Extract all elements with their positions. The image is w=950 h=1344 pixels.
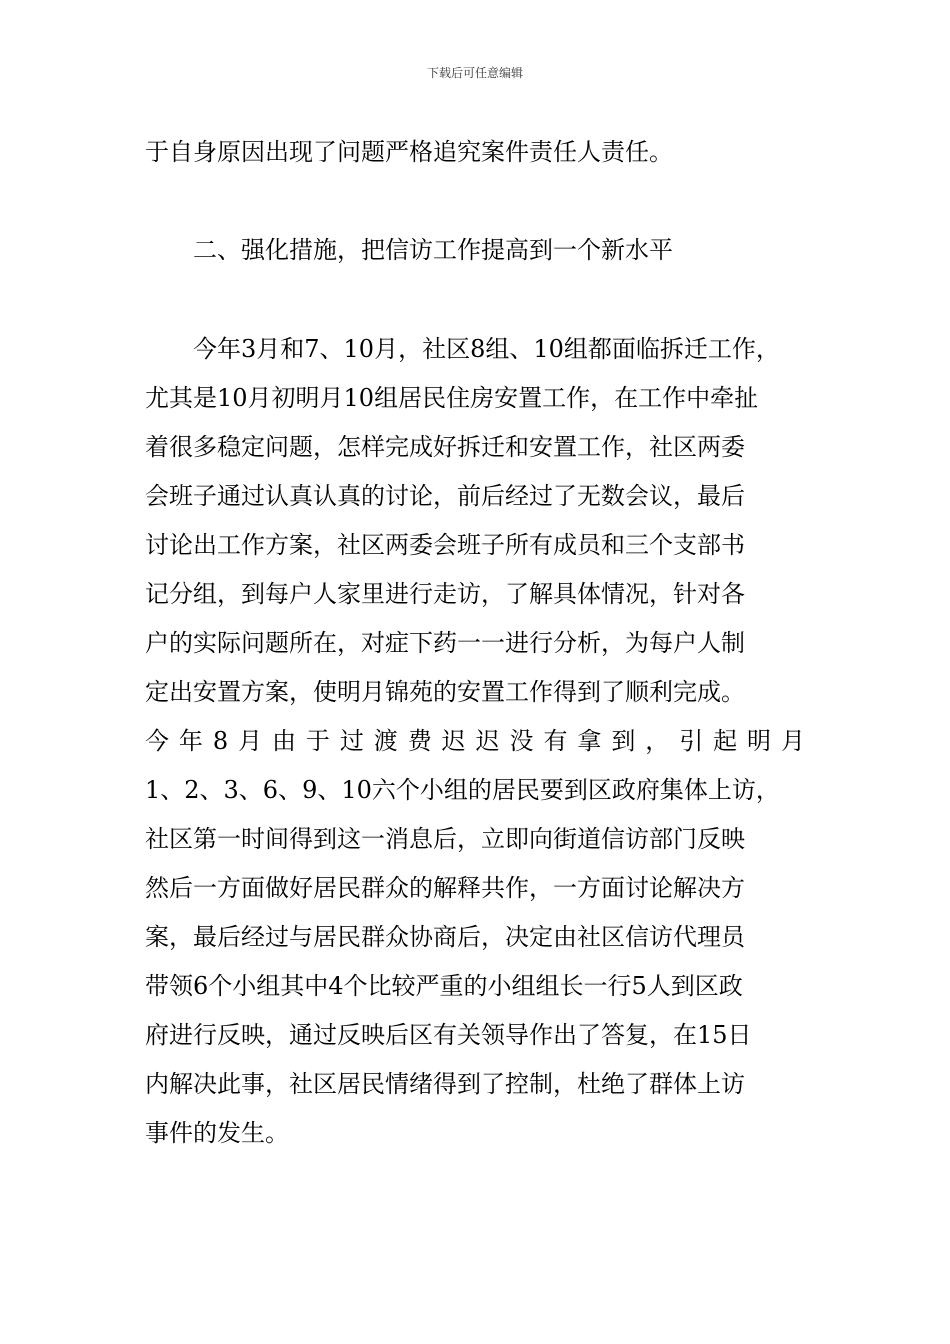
paragraph-line: 尤其是10月初明月10组居民住房安置工作，在工作中牵扯 <box>145 384 759 412</box>
paragraph-line: 定出安置方案，使明月锦苑的安置工作得到了顺利完成。 <box>145 678 745 706</box>
page-header: 下载后可任意编辑 <box>426 66 523 80</box>
paragraph-line: 带领6个小组其中4个比较严重的小组组长一行5人到区政 <box>145 972 743 1000</box>
paragraph-line: 着很多稳定问题，怎样完成好拆迁和安置工作，社区两委 <box>145 433 745 461</box>
paragraph-line: 讨论出工作方案，社区两委会班子所有成员和三个支部书 <box>145 531 745 559</box>
paragraph <box>145 325 805 1158</box>
paragraph-line: 户的实际问题所在，对症下药一一进行分析，为每户人制 <box>145 629 745 657</box>
section-heading-block <box>145 226 805 275</box>
section-heading: 二、强化措施，把信访工作提高到一个新水平 <box>193 236 673 264</box>
paragraph-line: 内解决此事，社区居民情绪得到了控制，杜绝了群体上访 <box>145 1070 745 1098</box>
paragraph-line: 今年3月和7、10月，社区8组、10组都面临拆迁工作， <box>193 335 780 363</box>
paragraph-line: 会班子通过认真认真的讨论，前后经过了无数会议，最后 <box>145 482 745 510</box>
paragraph-line: 然后一方面做好居民群众的解释共作，一方面讨论解决方 <box>145 874 745 902</box>
paragraph-line: 社区第一时间得到这一消息后，立即向街道信访部门反映 <box>145 825 745 853</box>
intro-line: 于自身原因出现了问题严格追究案件责任人责任。 <box>145 138 673 166</box>
paragraph-line: 记分组，到每户人家里进行走访，了解具体情况，针对各 <box>145 580 745 608</box>
paragraph-line: 今年8月由于过渡费迟迟没有拿到，引起明月 <box>145 727 805 755</box>
document-body <box>145 128 805 177</box>
paragraph-line: 事件的发生。 <box>145 1119 289 1147</box>
paragraph-line: 1、2、3、6、9、10六个小组的居民要到区政府集体上访， <box>145 776 780 804</box>
paragraph-line: 府进行反映，通过反映后区有关领导作出了答复，在15日 <box>145 1021 752 1049</box>
paragraph-line: 案，最后经过与居民群众协商后，决定由社区信访代理员 <box>145 923 745 951</box>
